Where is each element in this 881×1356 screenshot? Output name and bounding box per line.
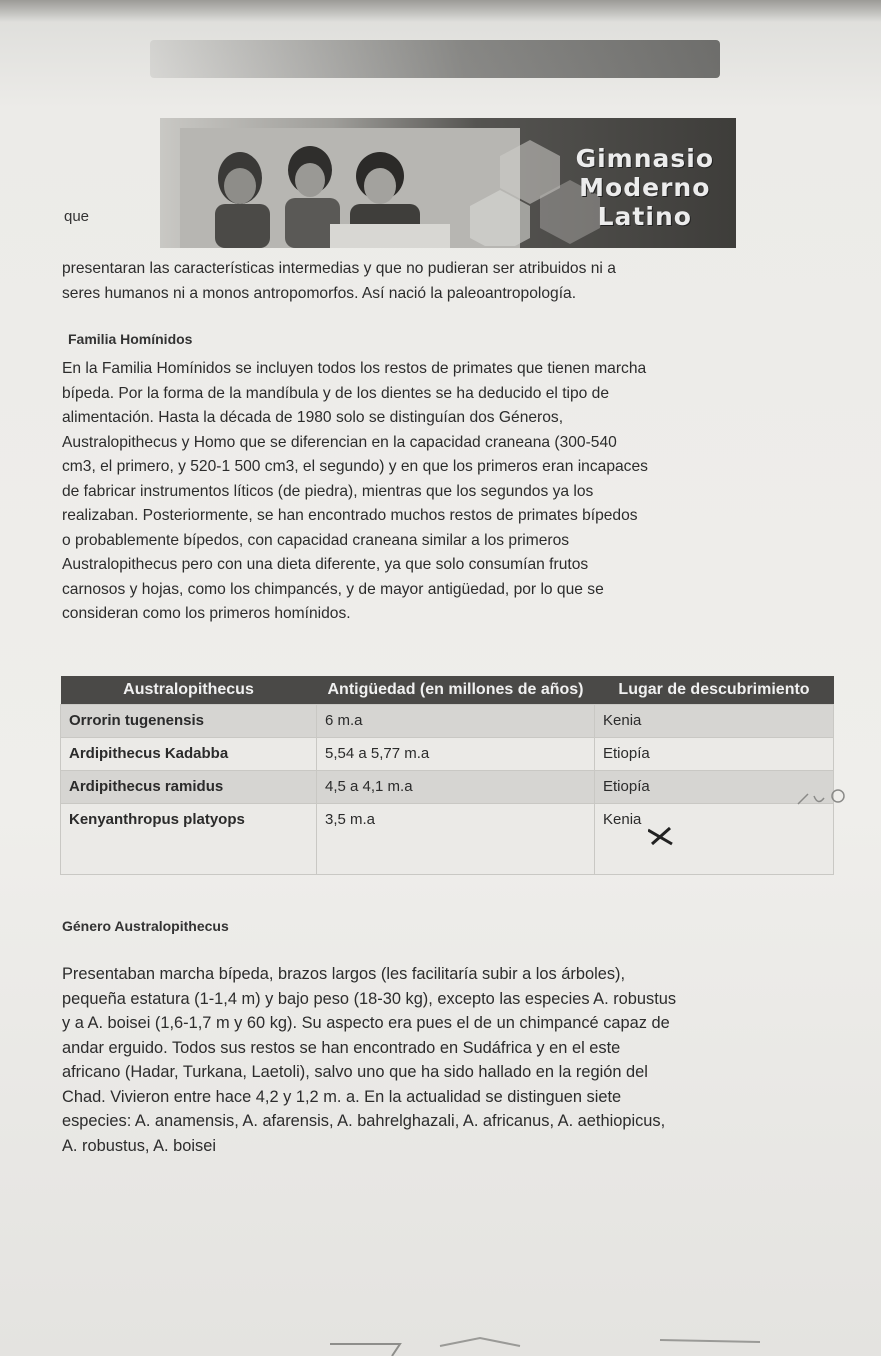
text-line: cm3, el primero, y 520-1 500 cm3, el segundo) y en que los primeros eran incapaces — [62, 458, 648, 475]
text-line: andar erguido. Todos sus restos se han encontrado en Sudáfrica y en el este — [62, 1038, 621, 1057]
species-cell: Ardipithecus ramidus — [61, 771, 317, 804]
banner-bleedthrough — [150, 40, 720, 78]
text-line: de fabricar instrumentos líticos (de piedra), mientras que los segundos ya los — [62, 482, 594, 500]
school-logo-text — [576, 144, 714, 231]
text-line: En la Familia Homínidos se incluyen todos los restos de primates que tienen marcha — [62, 360, 647, 377]
age-cell: 5,54 a 5,77 m.a — [317, 738, 595, 771]
text-line: realizaban. Posteriormente, se han encontrado muchos restos de primates bípedos — [62, 507, 638, 524]
text-line: consideran como los primeros homínidos. — [62, 605, 351, 622]
genus-paragraph — [62, 962, 824, 1158]
species-cell: Kenyanthropus platyops — [61, 804, 317, 875]
text-line: seres humanos ni a monos antropomorfos. Así nació la paleoantropología. — [62, 284, 577, 302]
table-row — [61, 705, 834, 738]
text-line: africano (Hadar, Turkana, Laetoli), salvo uno que ha sido hallado en la región del — [62, 1063, 648, 1081]
handwritten-marks — [648, 786, 858, 846]
section-paragraph — [62, 357, 822, 627]
text-line: alimentación. Hasta la década de 1980 solo se distinguían dos Géneros, — [62, 409, 564, 426]
bleedthrough-marks — [330, 1330, 770, 1356]
text-line: presentaran las características intermedias y que no pudieran ser atribuidos ni a — [62, 260, 616, 277]
genus-heading: Género Australopithecus — [62, 918, 229, 934]
place-cell: Etiopía — [595, 771, 834, 804]
age-cell: 6 m.a — [317, 705, 595, 738]
place-cell: Kenia — [595, 804, 834, 875]
place-cell: Etiopía — [595, 738, 834, 771]
text-line: Australopithecus y Homo que se diferencian en la capacidad craneana (300-540 — [62, 433, 617, 451]
species-cell: Orrorin tugenensis — [61, 705, 317, 738]
age-cell: 3,5 m.a — [317, 804, 595, 875]
logo-line-1: Gimnasio — [575, 144, 714, 173]
text-line: pequeña estatura (1-1,4 m) y bajo peso (18-30 kg), excepto las especies A. robustus — [62, 989, 677, 1008]
logo-line-3: Latino — [597, 202, 692, 231]
text-line: bípeda. Por la forma de la mandíbula y de los dientes se ha deducido el tipo de — [62, 384, 610, 402]
text-line: A. robustus, A. boisei — [62, 1136, 216, 1155]
text-line: y a A. boisei (1,6-1,7 m y 60 kg). Su aspecto era pues el de un chimpancé capaz de — [62, 1014, 670, 1032]
section-heading: Familia Homínidos — [68, 331, 193, 347]
text-line: carnosos y hojas, como los chimpancés, y de mayor antigüedad, por lo que se — [62, 580, 604, 598]
logo-line-2: Moderno — [579, 173, 711, 202]
place-cell: Kenia — [595, 705, 834, 738]
header-australopithecus: Australopithecus — [61, 676, 317, 705]
species-cell: Ardipithecus Kadabba — [61, 738, 317, 771]
text-line: Chad. Vivieron entre hace 4,2 y 1,2 m. a. En la actualidad se distinguen siete — [62, 1087, 622, 1106]
header-antiguedad: Antigüedad (en millones de años) — [317, 676, 595, 705]
fragment-word: que — [64, 208, 90, 225]
header-lugar: Lugar de descubrimiento — [595, 676, 834, 705]
age-cell: 4,5 a 4,1 m.a — [317, 771, 595, 804]
table-row — [61, 738, 834, 771]
text-line: especies: A. anamensis, A. afarensis, A. bahrelghazali, A. africanus, A. aethiopicus, — [62, 1112, 666, 1130]
page-edge-shadow — [0, 0, 881, 22]
intro-paragraph — [62, 257, 822, 306]
text-line: Presentaban marcha bípeda, brazos largos (les facilitaría subir a los árboles), — [62, 965, 626, 983]
table-header-row — [61, 676, 834, 705]
text-line: Australopithecus pero con una dieta diferente, ya que solo consumían frutos — [62, 556, 589, 573]
school-banner — [160, 118, 736, 248]
text-line: o probablemente bípedos, con capacidad craneana similar a los primeros — [62, 531, 570, 549]
